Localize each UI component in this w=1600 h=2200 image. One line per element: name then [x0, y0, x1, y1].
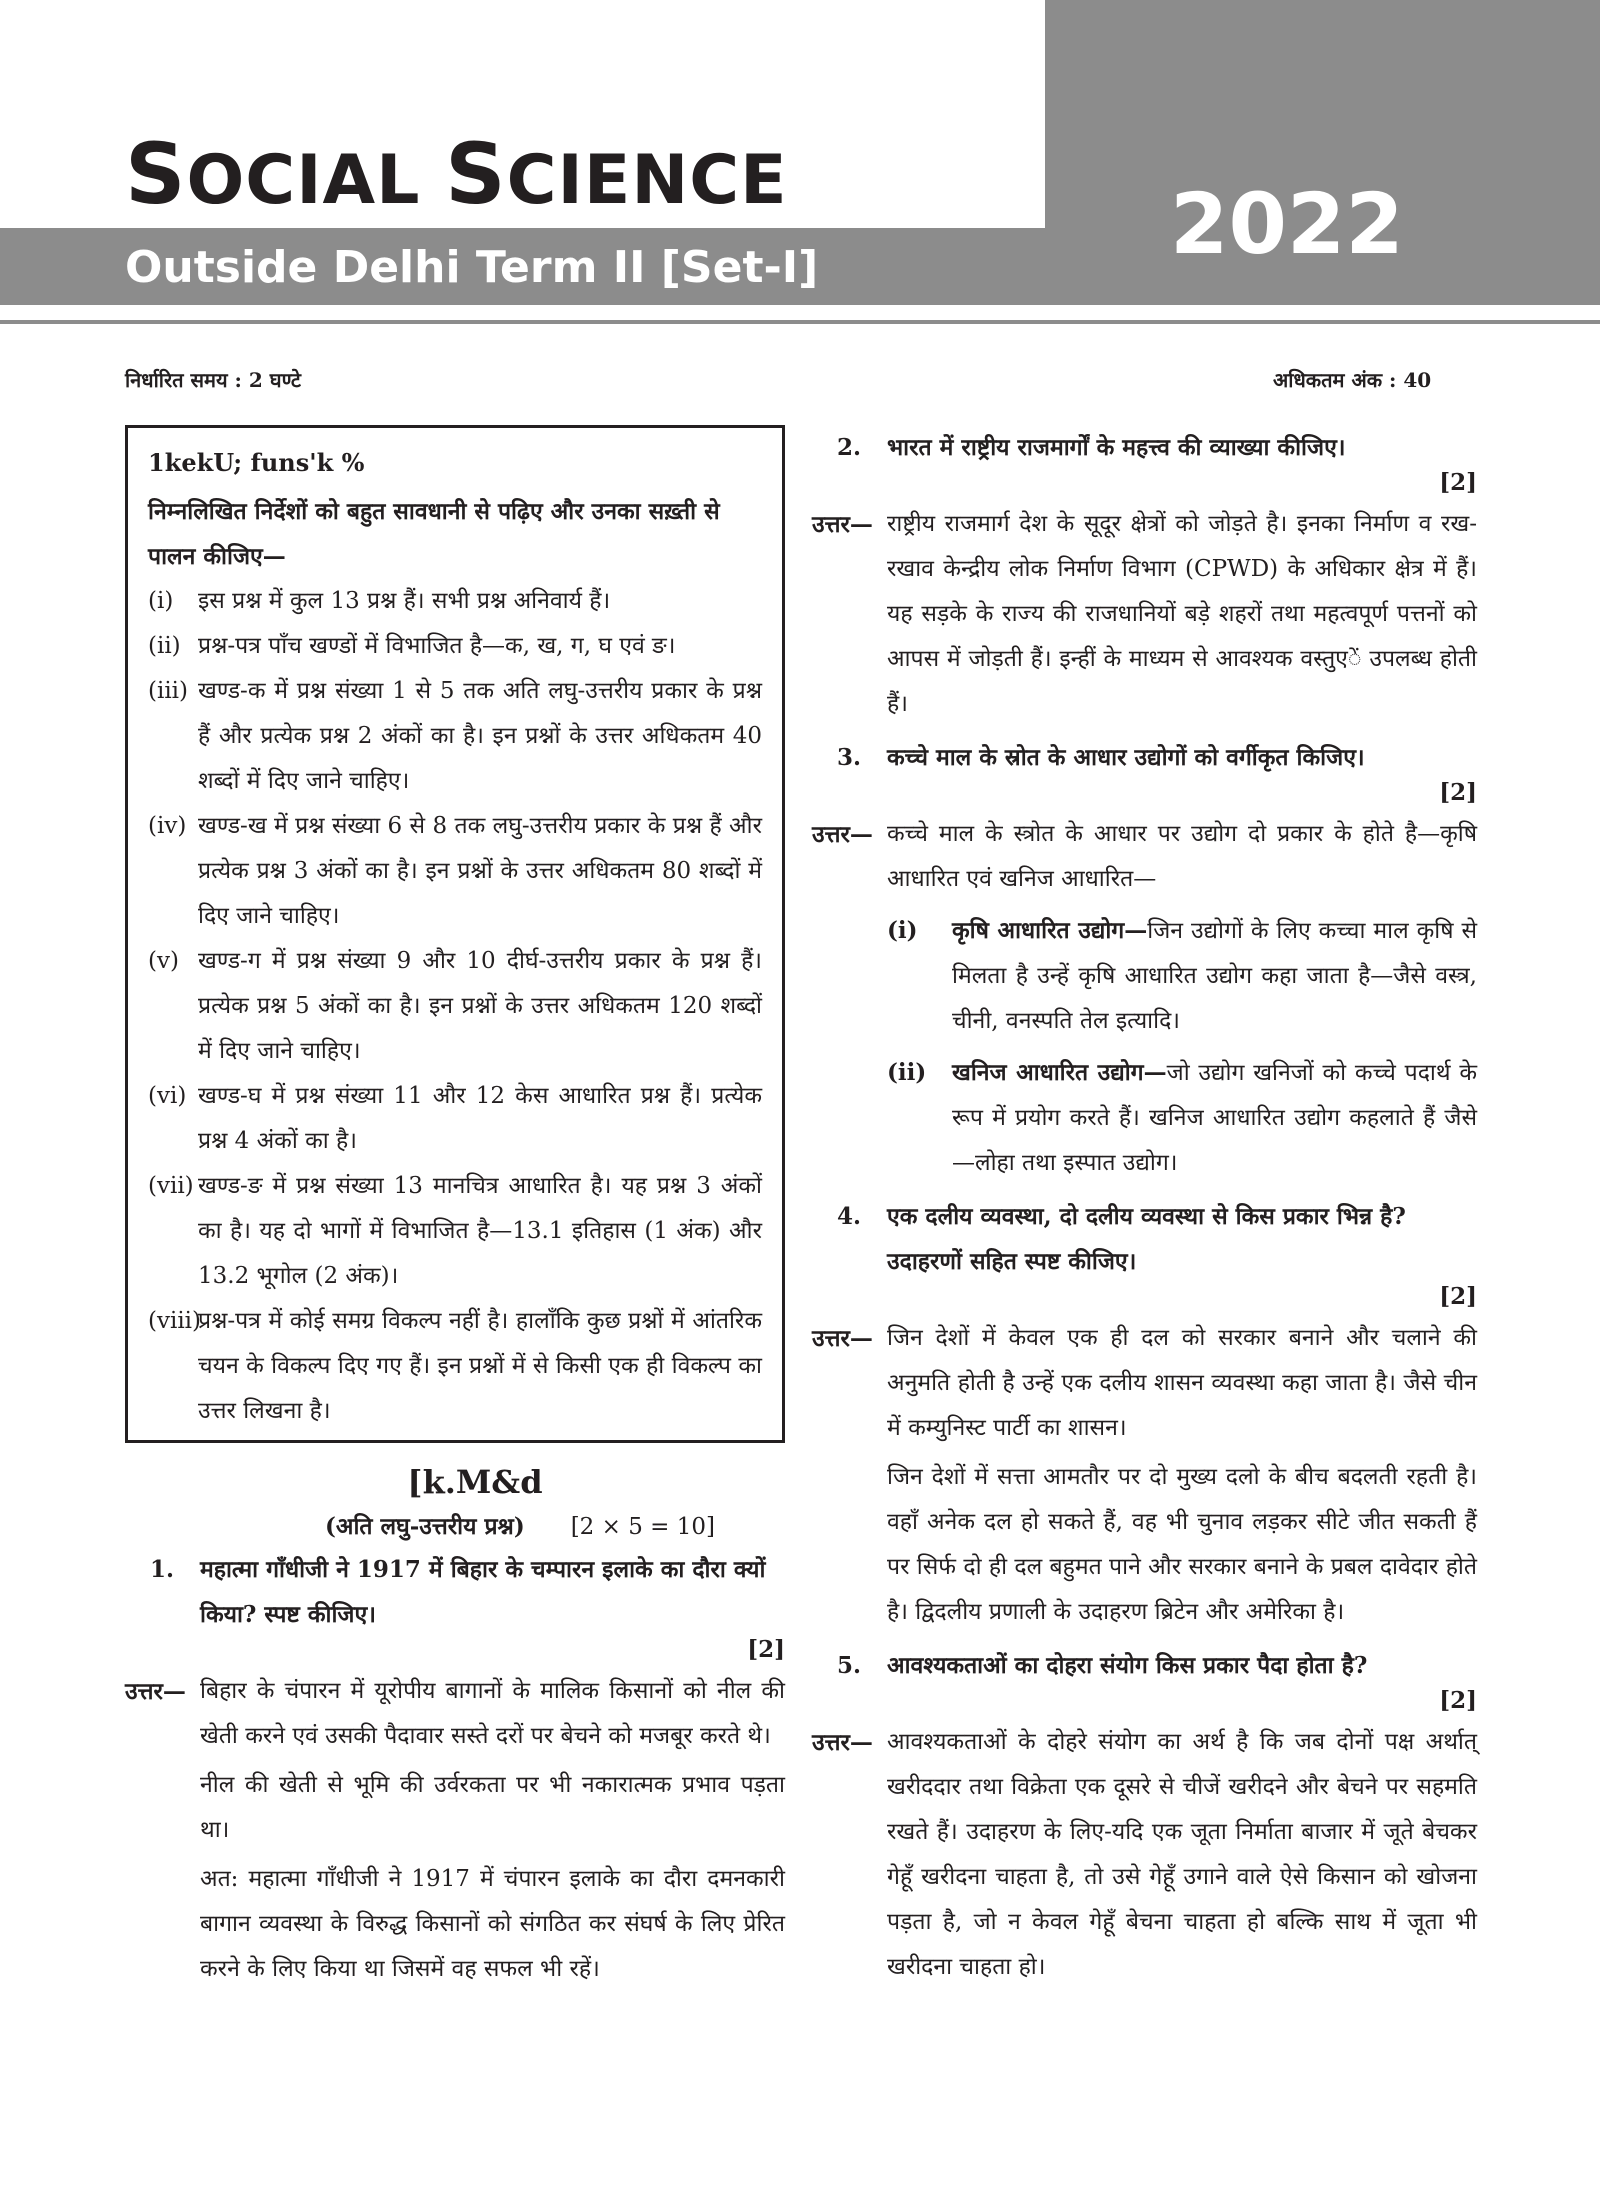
instruction-item: (iii) खण्ड-क में प्रश्न संख्या 1 से 5 तक अति लघु-उत्तरीय प्रकार के प्रश्न हैं और प्रत्येक प्रश्न 2 अंकों का है। इन प्रश्नों के उत्तर अधिकतम 40 शब्दों में दिए जाने चाहिए। — [148, 678, 762, 794]
time-allowed: निर्धारित समय : 2 घण्टे — [125, 368, 301, 392]
page-title: SOCIAL SCIENCE — [125, 125, 788, 223]
left-column — [125, 425, 785, 1992]
instruction-item: (vii) खण्ड-ङ में प्रश्न संख्या 13 मानचित्र आधारित है। यह प्रश्न 3 अंकों का है। यह दो भागों में विभाजित है—13.1 इतिहास (1 अंक) और 13.2 भूगोल (2 अंक)। — [148, 1173, 762, 1289]
instructions-title: 1kekU; funs'k % — [148, 448, 365, 477]
max-marks: अधिकतम अंक : 40 — [1273, 368, 1432, 392]
instruction-item: (ii) प्रश्न-पत्र पाँच खण्डों में विभाजित है—क, ख, ग, घ एवं ङ। — [148, 633, 676, 659]
question-marks: [2] — [1439, 1687, 1477, 1714]
header-divider — [0, 320, 1600, 324]
instruction-item: (vi) खण्ड-घ में प्रश्न संख्या 11 और 12 केस आधारित प्रश्न हैं। प्रत्येक प्रश्न 4 अंकों का है। — [148, 1083, 762, 1154]
question-4: 4. एक दलीय व्यवस्था, दो दलीय व्यवस्था से किस प्रकार भिन्न है? उदाहरणों सहित स्पष्ट कीजिए। — [837, 1203, 1406, 1275]
question-3: 3. कच्चे माल के स्रोत के आधार उद्योगों को वर्गीकृत किजिए। — [837, 744, 1365, 771]
section-marks: [2 × 5 = 10] — [570, 1514, 715, 1540]
question-marks: [2] — [747, 1636, 785, 1663]
answer-paragraph: जिन देशों में सत्ता आमतौर पर दो मुख्य दलो के बीच बदलती रहती है। वहाँ अनेक दल हो सकते हैं, वह भी चुनाव लड़कर सीटे जीत सकती हैं पर सिर्फ दो ही दल बहुमत पाने और सरकार बनाने के प्रबल दावेदार होते है। द्विदलीय प्रणाली के उदाहरण ब्रिटेन और अमेरिका है। — [887, 1464, 1477, 1625]
answer-2: उत्तर— राष्ट्रीय राजमार्ग देश के सूदूर क्षेत्रों को जोड़ते है। इनका निर्माण व रख-रखाव केन्द्रीय लोक निर्माण विभाग (CPWD) के अधिकार क्षेत्र में हैं। यह सड़के के राज्य की राजधानियों बड़े शहरों तथा महत्वपूर्ण पत्तनों को आपस में जोड़ती हैं। इन्हीं के माध्यम से आवश्यक वस्तुएें उपलब्ध होती हैं। — [812, 511, 1477, 717]
answer-3: उत्तर— कच्चे माल के स्त्रोत के आधार पर उद्योग दो प्रकार के होते है—कृषि आधारित एवं खनिज आधारित— — [812, 821, 1477, 892]
instructions-box — [125, 425, 785, 1443]
instruction-item: (iv) खण्ड-ख में प्रश्न संख्या 6 से 8 तक लघु-उत्तरीय प्रकार के प्रश्न हैं और प्रत्येक प्रश्न 3 अंकों का है। इन प्रश्नों के उत्तर अधिकतम 80 शब्दों में दिए जाने चाहिए। — [148, 813, 762, 929]
instruction-item: (i) इस प्रश्न में कुल 13 प्रश्न हैं। सभी प्रश्न अनिवार्य हैं। — [148, 588, 611, 614]
instructions-intro: निम्नलिखित निर्देशों को बहुत सावधानी से पढ़िए और उनका सख़्ती से पालन कीजिए— — [148, 498, 720, 570]
question-marks: [2] — [1439, 1283, 1477, 1310]
question-2: 2. भारत में राष्ट्रीय राजमार्गों के महत्त्व की व्याख्या कीजिए। — [837, 434, 1346, 461]
question-marks: [2] — [1439, 779, 1477, 806]
answer-4: उत्तर— जिन देशों में केवल एक ही दल को सरकार बनाने और चलाने की अनुमति होती है उन्हें एक दलीय शासन व्यवस्था कहा जाता है। जैसे चीन में कम्युनिस्ट पार्टी का शासन। — [812, 1325, 1477, 1441]
page-subtitle: Outside Delhi Term II [Set-I] — [125, 242, 819, 293]
answer-paragraph: नील की खेती से भूमि की उर्वरकता पर भी नकारात्मक प्रभाव पड़ता था। — [200, 1772, 785, 1843]
section-title: [k.M&d — [407, 1463, 543, 1501]
year-label: 2022 — [1170, 175, 1404, 273]
instruction-item: (v) खण्ड-ग में प्रश्न संख्या 9 और 10 दीर्घ-उत्तरीय प्रकार के प्रश्न हैं। प्रत्येक प्रश्न 5 अंकों का है। इन प्रश्नों के उत्तर अधिकतम 120 शब्दों में दिए जाने चाहिए। — [148, 948, 762, 1064]
answer-paragraph: अत: महात्मा गाँधीजी ने 1917 में चंपारन इलाके का दौरा दमनकारी बागान व्यवस्था के विरुद्ध किसानों को संगठित कर संघर्ष के लिए प्रेरित करने के लिए किया था जिसमें वह सफल भी रहें। — [200, 1866, 785, 1982]
answer-subpoint: (ii) खनिज आधारित उद्योग—जो उद्योग खनिजों को कच्चे पदार्थ के रूप में प्रयोग करते हैं। खनिज आधारित उद्योग कहलाते हैं जैसे—लोहा तथा इस्पात उद्योग। — [887, 1059, 1477, 1176]
instruction-item: (viii) प्रश्न-पत्र में कोई समग्र विकल्प नहीं है। हालाँकि कुछ प्रश्नों में आंतरिक चयन के विकल्प दिए गए हैं। इन प्रश्नों में से किसी एक ही विकल्प का उत्तर लिखना है। — [148, 1308, 762, 1424]
answer-1: उत्तर— बिहार के चंपारन में यूरोपीय बागानों के मालिक किसानों को नील की खेती करने एवं उसकी पैदावार सस्ते दरों पर बेचने को मजबूर करते थे। — [125, 1678, 785, 1749]
answer-5: उत्तर— आवश्यकताओं के दोहरे संयोग का अर्थ है कि जब दोनों पक्ष अर्थात् खरीददार तथा विक्रेता एक दूसरे से चीजें खरीदने और बेचने पर सहमति रखते हैं। उदाहरण के लिए-यदि एक जूता निर्माता बाजार में जूते बेचकर गेहूँ खरीदना चाहता है, तो उसे गेहूँ उगाने वाले ऐसे किसान को खोजना पड़ता है, जो न केवल गेहूँ बेचना चाहता हो बल्कि साथ में जूता भी खरीदना चाहता हो। — [812, 1729, 1477, 1980]
question-5: 5. आवश्यकताओं का दोहरा संयोग किस प्रकार पैदा होता है? — [837, 1652, 1368, 1679]
question-marks: [2] — [1439, 469, 1477, 496]
right-column — [812, 425, 1477, 1990]
answer-subpoint: (i) कृषि आधारित उद्योग—जिन उद्योगों के लिए कच्चा माल कृषि से मिलता है उन्हें कृषि आधारित उद्योग कहा जाता है—जैसे वस्त्र, चीनी, वनस्पति तेल इत्यादि। — [887, 917, 1477, 1034]
question-1: 1. महात्मा गाँधीजी ने 1917 में बिहार के चम्पारन इलाके का दौरा क्यों किया? स्पष्ट कीजिए। — [150, 1556, 766, 1628]
section-subtitle: (अति लघु-उत्तरीय प्रश्न) [2 × 5 = 10] — [325, 1513, 715, 1540]
